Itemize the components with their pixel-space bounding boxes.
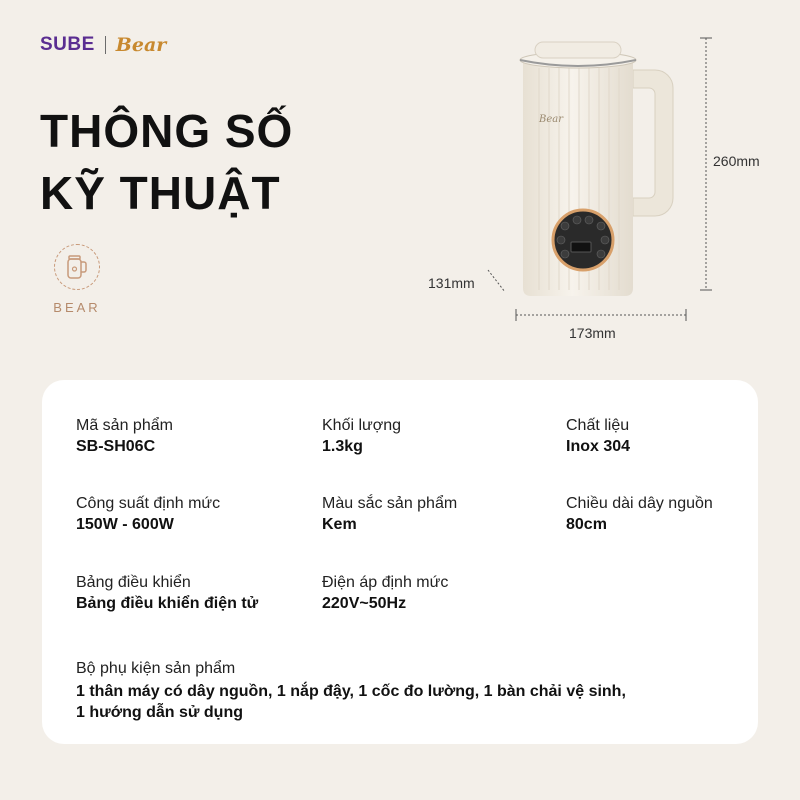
spec-color — [322, 495, 457, 534]
spec-product-code — [76, 417, 173, 456]
spec-value: Inox 304 — [566, 438, 631, 455]
spec-label: Điện áp định mức — [322, 574, 449, 591]
accessories-line-2: 1 hướng dẫn sử dụng — [76, 704, 243, 721]
spec-label: Bảng điều khiển — [76, 574, 191, 591]
spec-control-panel — [76, 574, 258, 613]
accessories-label: Bộ phụ kiện sản phẩm — [76, 660, 236, 677]
spec-accessories — [76, 660, 696, 723]
sube-logo: SUBE — [40, 34, 95, 55]
bear-badge-label: BEAR — [53, 300, 101, 315]
spec-material — [566, 417, 630, 456]
spec-value: Kem — [322, 516, 357, 533]
spec-label: Chiều dài dây nguồn — [566, 495, 713, 512]
spec-voltage — [322, 574, 448, 613]
spec-value: 220V~50Hz — [322, 595, 407, 612]
spec-value: 1.3kg — [322, 438, 363, 455]
spec-value: SB-SH06C — [76, 438, 156, 455]
title-line-1: THÔNG SỐ — [40, 105, 294, 157]
product-logo: Bear — [539, 114, 564, 125]
spec-label: Mã sản phẩm — [76, 417, 173, 434]
accessories-line-1: 1 thân máy có dây nguồn, 1 nắp đậy, 1 cốc đo lường, 1 bàn chải vệ sinh, — [76, 683, 626, 700]
spec-label: Chất liệu — [566, 417, 630, 434]
title-line-2: KỸ THUẬT — [40, 167, 281, 219]
spec-weight — [322, 417, 401, 456]
spec-label: Công suất định mức — [76, 495, 221, 512]
spec-value: Bảng điều khiển điện tử — [76, 595, 259, 612]
depth-dimension: 131mm — [428, 275, 475, 291]
width-dimension: 173mm — [569, 325, 616, 341]
spec-value: 80cm — [566, 516, 607, 533]
spec-label: Màu sắc sản phẩm — [322, 495, 458, 512]
spec-cord-length — [566, 495, 713, 534]
height-dimension: 260mm — [713, 153, 760, 169]
spec-value: 150W - 600W — [76, 516, 174, 533]
bear-logo: Bear — [115, 34, 167, 56]
spec-label: Khối lượng — [322, 417, 402, 434]
spec-power — [76, 495, 220, 534]
